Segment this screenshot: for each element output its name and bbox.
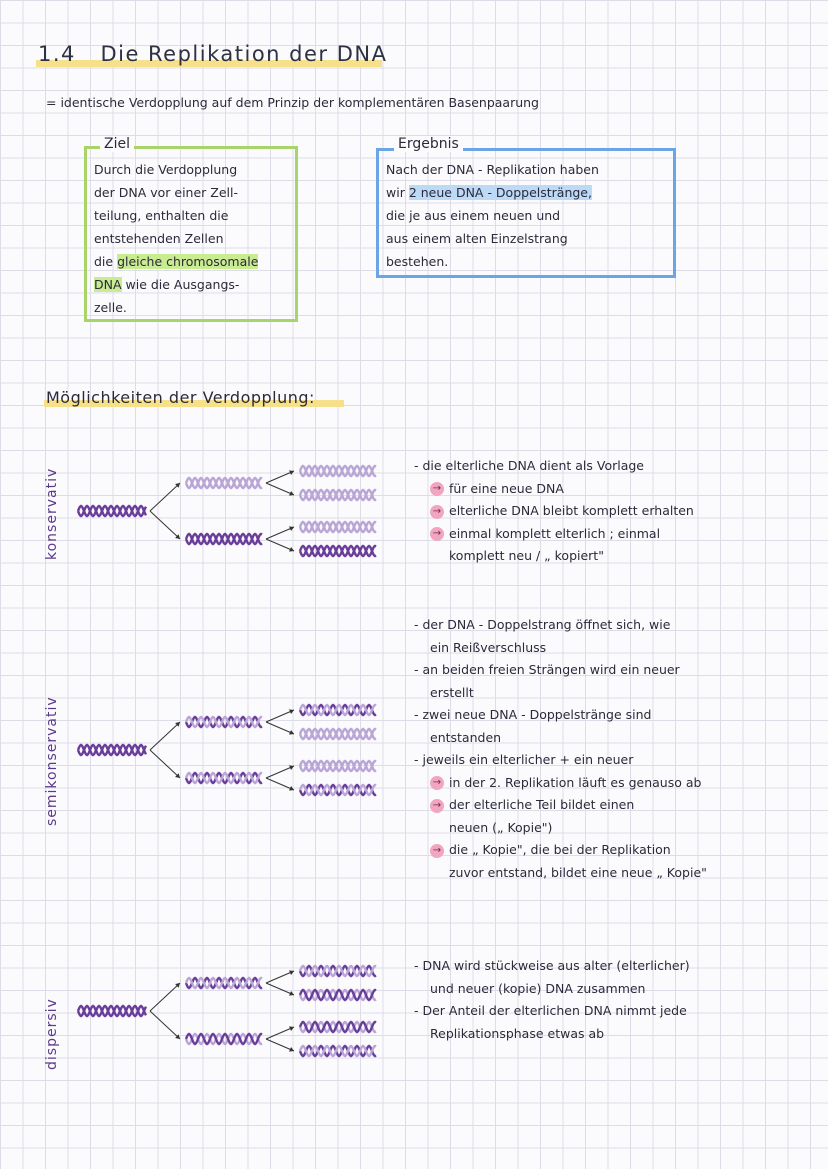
notes-konservativ [414,455,694,568]
note-line [414,1000,690,1023]
ziel-line: teilung, enthalten die [94,208,229,223]
note-line [414,817,707,840]
label-konservativ: konservativ [44,467,60,560]
branch-arrow [266,710,294,722]
note-text: die „ Kopie", die bei der Replikation [449,842,671,857]
note-line [414,614,707,637]
note-line [414,978,690,1001]
note-text: in der 2. Replikation läuft es genauso ab [449,774,702,790]
note-line [414,523,694,546]
section-title: Möglichkeiten der Verdopplung: [46,388,315,407]
note-line [414,749,707,772]
arrow-icon: → [430,799,444,813]
branch-arrow [266,1027,294,1039]
parent-helix [78,745,146,755]
note-text: ein Reißverschluss [430,639,547,655]
parent-helix [78,506,146,516]
gen1-helix [186,717,262,727]
arrow-icon: → [430,844,444,858]
note-line [414,727,707,750]
gen2-helix [300,761,376,771]
note-text: für eine neue DNA [449,480,564,496]
gen2-helix [300,546,376,556]
note-line [414,704,707,727]
note-text: komplett neu / „ kopiert" [449,548,604,563]
note-line [414,682,707,705]
note-line [414,659,707,682]
note-line [414,794,707,817]
gen2-helix [300,966,376,976]
gen2-helix [300,729,376,739]
gen2-helix [300,990,376,1000]
note-line [414,955,690,978]
note-text: entstanden [430,729,502,745]
note-text: und neuer (kopie) DNA zusammen [430,980,646,996]
notes-semikonservativ [414,614,707,884]
arrow-icon: → [430,527,444,541]
note-text: - zwei neue DNA - Doppelstränge sind [414,707,652,722]
branch-arrow [150,750,180,778]
branch-arrow [266,483,294,495]
note-text: neuen („ Kopie") [449,819,553,835]
gen1-helix [186,978,262,988]
ziel-label: Ziel [100,136,134,152]
ziel-line-pre: die [94,254,118,269]
note-text: - Der Anteil der elterlichen DNA nimmt jede [414,1003,687,1018]
note-text: erstellt [430,684,474,700]
gen2-helix [300,705,376,715]
gen1-helix [186,773,262,783]
definition: = identische Verdopplung auf dem Prinzip der komplementären Basenpaarung [46,95,539,110]
ziel-line: der DNA vor einer Zell- [94,185,238,200]
branch-arrow [266,971,294,983]
gen2-helix [300,1022,376,1032]
gen1-helix [186,478,262,488]
gen2-helix [300,490,376,500]
note-line [414,772,707,795]
note-line [414,500,694,523]
gen1-helix [186,1034,262,1044]
note-text: - die elterliche DNA dient als Vorlage [414,458,644,473]
note-text: einmal komplett elterlich ; einmal [449,525,661,541]
branch-arrow [150,483,180,511]
branch-arrow [150,722,180,750]
note-line [414,545,694,568]
note-text: der elterliche Teil bildet einen [449,797,635,812]
note-text: - an beiden freien Strängen wird ein neuer [414,662,680,677]
ergebnis-line: aus einem alten Einzelstrang [386,231,568,246]
branch-arrow [266,983,294,995]
ziel-line-post: wie die Ausgangs- [121,277,240,292]
ziel-highlight: gleiche chromosomale [117,254,259,269]
ergebnis-line: die je aus einem neuen und [386,208,561,223]
branch-arrow [266,539,294,551]
note-text: - der DNA - Doppelstrang öffnet sich, wie [414,617,671,632]
note-text: - jeweils ein elterlicher + ein neuer [414,752,634,767]
gen1-helix [186,534,262,544]
note-text: - DNA wird stückweise aus alter (elterlicher) [414,958,690,973]
arrow-icon: → [430,482,444,496]
branch-arrow [266,527,294,539]
arrow-icon: → [430,776,444,790]
parent-helix [78,1006,146,1016]
note-line [414,839,707,862]
label-semikonservativ: semikonservativ [44,696,60,826]
gen2-helix [300,785,376,795]
note-line [414,478,694,501]
ziel-line: Durch die Verdopplung [94,162,238,177]
arrow-icon: → [430,505,444,519]
branch-arrow [150,983,180,1011]
ergebnis-highlight: 2 neue DNA - Doppelstränge, [408,185,592,200]
ziel-highlight: DNA [94,277,122,292]
ziel-line: zelle. [94,300,127,315]
note-text: zuvor entstand, bildet eine neue „ Kopie" [449,864,707,880]
ergebnis-label: Ergebnis [394,136,463,152]
note-line [414,1023,690,1046]
gen2-helix [300,466,376,476]
note-line [414,637,707,660]
branch-arrow [150,1011,180,1039]
ergebnis-line-pre: wir [386,185,409,200]
branch-arrow [150,511,180,539]
note-line [414,862,707,885]
label-dispersiv: dispersiv [44,998,60,1070]
branch-arrow [266,471,294,483]
ziel-line: entstehenden Zellen [94,231,224,246]
note-line [414,455,694,478]
branch-arrow [266,1039,294,1051]
note-text: elterliche DNA bleibt komplett erhalten [449,503,694,518]
gen2-helix [300,522,376,532]
ergebnis-line: Nach der DNA - Replikation haben [386,162,599,177]
note-text: Replikationsphase etwas ab [430,1025,605,1041]
title-number: 1.4 [38,42,76,66]
gen2-helix [300,1046,376,1056]
branch-arrow [266,722,294,734]
notes-dispersiv [414,955,690,1045]
branch-arrow [266,778,294,790]
title-text: Die Replikation der DNA [100,42,388,66]
branch-arrow [266,766,294,778]
ergebnis-line: bestehen. [386,254,449,269]
